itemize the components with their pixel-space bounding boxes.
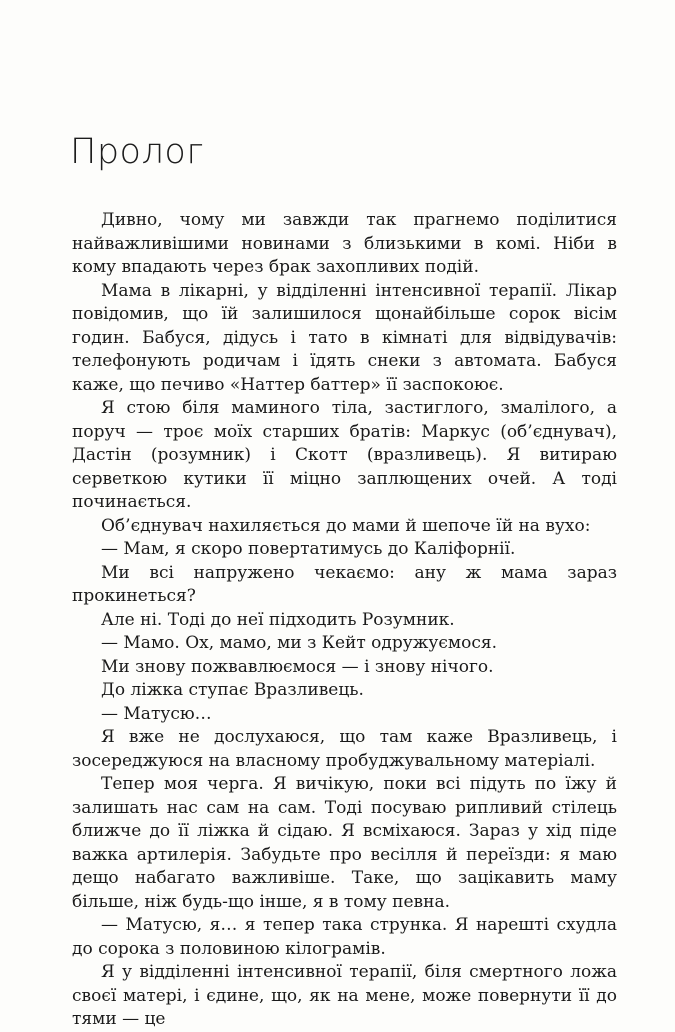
- paragraph: Тепер моя черга. Я вичікую, поки всі підуть по їжу й залишать нас сам на сам. Тоді посуваю рипливий стілець ближче до її ліжка й сідаю. Я всміхаюся. Зараз у хід піде важка артилерія. Забудьте про весілля й переїзди: я маю дещо набагато важливіше. Таке, що зацікавить маму більше, ніж будь-що інше, я в тому певна.: [72, 774, 617, 912]
- paragraph: Мама в лікарні, у відділенні інтенсивної терапії. Лікар повідомив, що їй залишилося щонайбільше сорок вісім годин. Бабуся, дідусь і тато в кімнаті для відвідувачів: телефонують родичам і їдять снеки з автомата. Бабуся каже, що печиво «Наттер баттер» її заспокоює.: [72, 280, 617, 395]
- paragraph: Я у відділенні інтенсивної терапії, біля смертного ложа своєї матері, і єдине, що, як на мене, може повернути її до тями — це: [72, 962, 617, 1029]
- paragraph: — Мам, я скоро повертатимусь до Каліфорнії.: [101, 539, 516, 559]
- paragraph: Я стою біля маминого тіла, застиглого, змалілого, а поруч — троє моїх старших братів: Маркус (об’єднувач), Дастін (розумник) і Скотт (вразливець). Я витираю серветкою кутики її міцно заплющених очей. А тоді починається.: [72, 398, 617, 512]
- paragraph: — Матусю, я… я тепер така струнка. Я нарешті схудла до сорока з половиною кілограмів.: [72, 915, 617, 959]
- paragraph: Ми знову пожвавлюємося — і знову нічого.: [101, 656, 494, 677]
- paragraph: Дивно, чому ми завжди так прагнемо поділитися найважливішими новинами з близькими в комі. Ніби в кому впадають через брак захопливих подій.: [72, 210, 617, 277]
- paragraph: — Матусю…: [101, 703, 212, 724]
- paragraph: Об’єднувач нахиляється до мами й шепоче їй на вухо:: [101, 515, 591, 536]
- paragraph: Ми всі напружено чекаємо: ану ж мама зараз прокинеться?: [72, 562, 617, 606]
- paragraph: Я вже не дослухаюся, що там каже Вразливець, і зосереджуюся на власному пробуджувальному матеріалі.: [72, 727, 617, 771]
- body-text: [72, 209, 617, 1032]
- chapter-title: Пролог: [70, 132, 204, 172]
- paragraph: До ліжка ступає Вразливець.: [101, 680, 364, 700]
- paragraph: Але ні. Тоді до неї підходить Розумник.: [101, 609, 455, 630]
- paragraph: — Мамо. Ох, мамо, ми з Кейт одружуємося.: [101, 633, 498, 653]
